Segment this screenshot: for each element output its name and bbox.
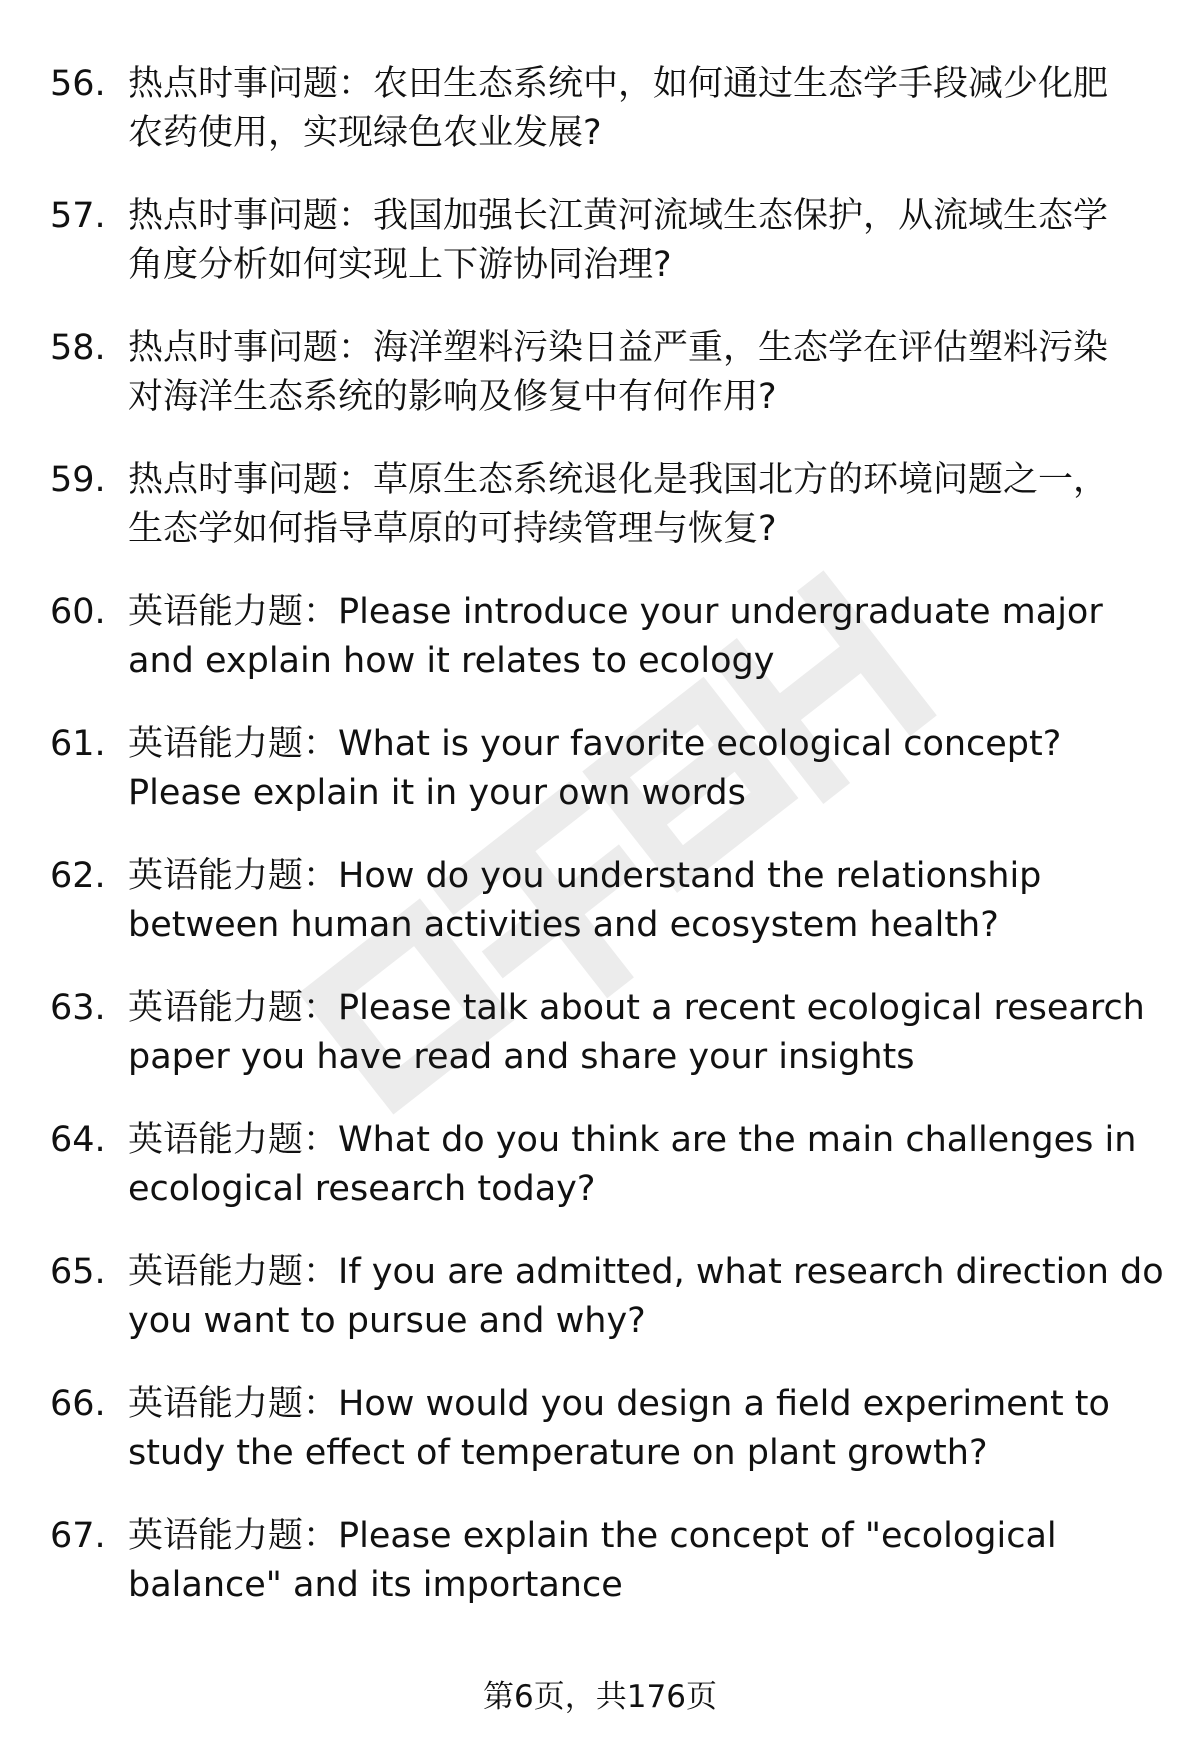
question-line: 热点时事问题：海洋塑料污染日益严重，生态学在评估塑料污染 [128, 328, 1109, 368]
question-number: 66. [50, 1384, 106, 1424]
question-number: 67. [50, 1516, 106, 1556]
question-item [0, 192, 1200, 324]
question-number: 56. [50, 64, 106, 104]
question-item [0, 1512, 1200, 1644]
question-text [128, 324, 1148, 422]
question-text [128, 60, 1148, 158]
question-number: 58. [50, 328, 106, 368]
question-item [0, 588, 1200, 720]
question-line: 英语能力题：Please introduce your undergraduate major [128, 592, 1103, 632]
question-number: 63. [50, 988, 106, 1028]
question-text [128, 192, 1148, 290]
question-item [0, 60, 1200, 192]
question-number: 62. [50, 856, 106, 896]
question-line: between human activities and ecosystem health? [128, 905, 999, 945]
question-number: 61. [50, 724, 106, 764]
question-line: 英语能力题：What do you think are the main challenges in [128, 1120, 1137, 1160]
question-item [0, 1116, 1200, 1248]
question-text [128, 852, 1148, 950]
question-number: 65. [50, 1252, 106, 1292]
question-line: ecological research today? [128, 1169, 596, 1209]
question-text [128, 720, 1148, 818]
question-line: 生态学如何指导草原的可持续管理与恢复? [128, 509, 777, 549]
question-text [128, 1248, 1164, 1346]
question-line: and explain how it relates to ecology [128, 641, 775, 681]
question-line: 英语能力题：How do you understand the relationship [128, 856, 1042, 896]
question-text [128, 1512, 1148, 1610]
question-text [128, 456, 1148, 554]
question-item [0, 720, 1200, 852]
question-line: 热点时事问题：我国加强长江黄河流域生态保护，从流域生态学 [128, 196, 1109, 236]
question-line: 农药使用，实现绿色农业发展? [128, 113, 602, 153]
question-line: 英语能力题：What is your favorite ecological concept? [128, 724, 1062, 764]
question-line: 对海洋生态系统的影响及修复中有何作用? [128, 377, 777, 417]
question-line: you want to pursue and why? [128, 1301, 646, 1341]
question-item [0, 324, 1200, 456]
question-number: 57. [50, 196, 106, 236]
question-number: 60. [50, 592, 106, 632]
question-text [128, 984, 1148, 1082]
question-item [0, 1248, 1200, 1380]
question-line: balance" and its importance [128, 1565, 623, 1605]
question-line: 英语能力题：How would you design a field experiment to [128, 1384, 1110, 1424]
question-text [128, 1116, 1148, 1214]
question-text [128, 1380, 1148, 1478]
question-list [0, 60, 1200, 1644]
question-line: study the effect of temperature on plant growth? [128, 1433, 988, 1473]
question-line: 热点时事问题：农田生态系统中，如何通过生态学手段减少化肥 [128, 64, 1109, 104]
question-line: 英语能力题：Please explain the concept of "ecological [128, 1516, 1057, 1556]
question-item [0, 852, 1200, 984]
question-line: 英语能力题：Please talk about a recent ecological research [128, 988, 1145, 1028]
question-number: 59. [50, 460, 106, 500]
question-line: paper you have read and share your insights [128, 1037, 915, 1077]
question-item [0, 984, 1200, 1116]
question-number: 64. [50, 1120, 106, 1160]
question-item [0, 1380, 1200, 1512]
question-item [0, 456, 1200, 588]
page-footer: 第6页，共176页 [483, 1679, 717, 1715]
question-line: Please explain it in your own words [128, 773, 746, 813]
question-line: 热点时事问题：草原生态系统退化是我国北方的环境问题之一， [128, 460, 1109, 500]
question-line: 角度分析如何实现上下游协同治理? [128, 245, 672, 285]
question-line: 英语能力题：If you are admitted, what research direction do [128, 1252, 1164, 1292]
question-text [128, 588, 1148, 686]
